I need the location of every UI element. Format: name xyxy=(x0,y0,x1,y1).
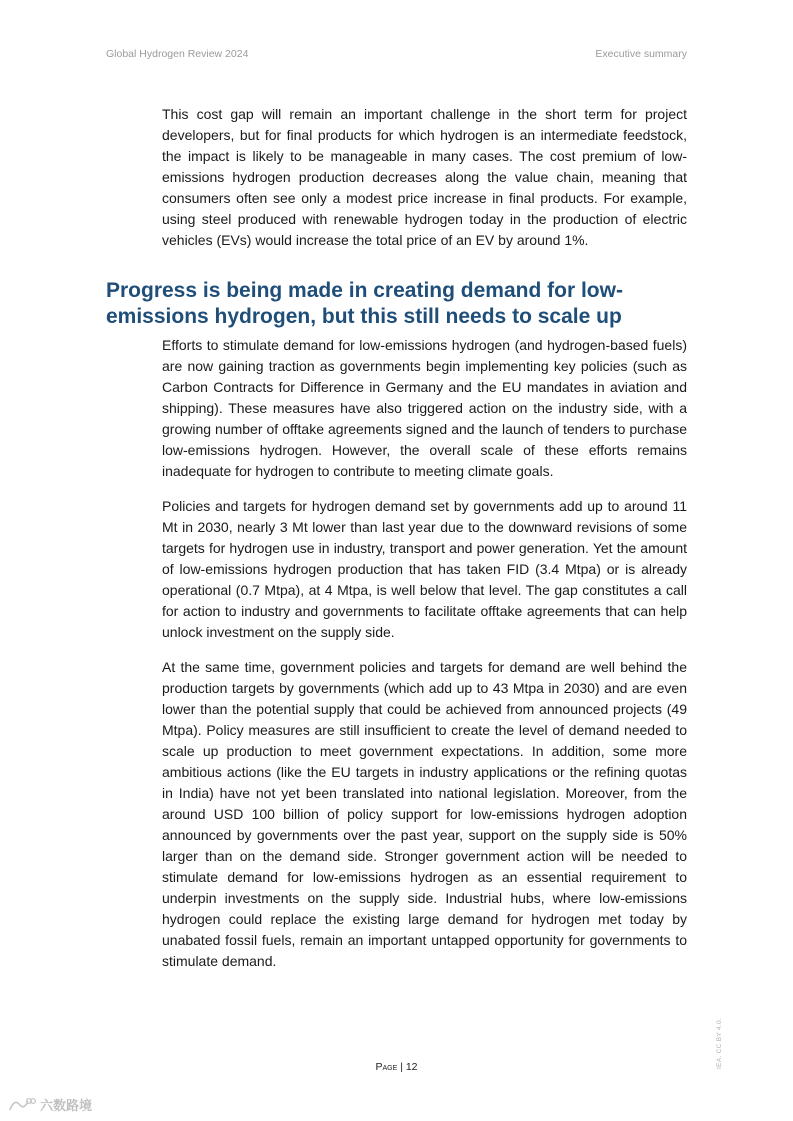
license-notice: IEA. CC BY 4.0. xyxy=(716,1018,723,1069)
paragraph-demand-efforts: Efforts to stimulate demand for low-emissions hydrogen (and hydrogen-based fuels) are now gaining traction as governments begin implementing key policies (such as Carbon Contracts for Difference in Germany and the EU mandates in aviation and shipping). These measures have also triggered action on the industry side, with a growing number of offtake agreements signed and the launch of tenders to purchase low-emissions hydrogen. However, the overall scale of these efforts remains inadequate for hydrogen to contribute to meeting climate goals. xyxy=(162,337,687,479)
header-section-name: Executive summary xyxy=(595,48,687,60)
paragraph-supply-demand-gap: At the same time, government policies and targets for demand are well behind the production targets by governments (which add up to 43 Mtpa in 2030) and are even lower than the potential supply that could be achieved from announced projects (49 Mtpa). Policy measures are still insufficient to create the level of demand needed to scale up production to meet government expectations. In addition, some more ambitious actions (like the EU targets in industry applications or the refining quotas in India) have not yet been translated into national legislation. Moreover, from the around USD 100 billion of policy support for low-emissions hydrogen adoption announced by governments over the past year, support on the supply side is 50% larger than on the demand side. Stronger government action will be needed to stimulate demand for low-emissions hydrogen as an essential requirement to underpin investments on the supply side. Industrial hubs, where low-emissions hydrogen could replace the existing large demand for hydrogen met today by unabated fossil fuels, remain an important untapped opportunity for governments to stimulate demand. xyxy=(162,659,687,969)
header-document-title: Global Hydrogen Review 2024 xyxy=(106,48,249,60)
paragraph-policies-targets: Policies and targets for hydrogen demand set by governments add up to around 11 Mt in 2030, nearly 3 Mt lower than last year due to the downward revisions of some targets for hydrogen use in industry, transport and power generation. Yet the amount of low-emissions hydrogen production that has taken FID (3.4 Mtpa) or is already operational (0.7 Mtpa), at 4 Mtpa, is well below that level. The gap constitutes a call for action to industry and governments to facilitate offtake agreements that can help unlock investment on the supply side. xyxy=(162,498,687,640)
page-label: Page xyxy=(375,1061,398,1073)
section-heading: Progress is being made in creating demand for low-emissions hydrogen, but this still needs to scale up xyxy=(106,279,623,328)
watermark-text: 六数路境 xyxy=(40,1098,93,1113)
page-separator: | xyxy=(400,1061,403,1073)
page-footer xyxy=(0,1061,793,1073)
paragraph-cost-gap: This cost gap will remain an important challenge in the short term for project developers, but for final products for which hydrogen is an intermediate feedstock, the impact is likely to be manageable in many cases. The cost premium of low-emissions hydrogen production decreases along the value chain, meaning that consumers often see only a modest price increase in final products. For example, using steel produced with renewable hydrogen today in the production of electric vehicles (EVs) would increase the total price of an EV by around 1%. xyxy=(162,106,687,248)
watermark-logo-icon xyxy=(8,1096,36,1114)
watermark xyxy=(8,1095,92,1114)
page-number: 12 xyxy=(405,1061,418,1073)
